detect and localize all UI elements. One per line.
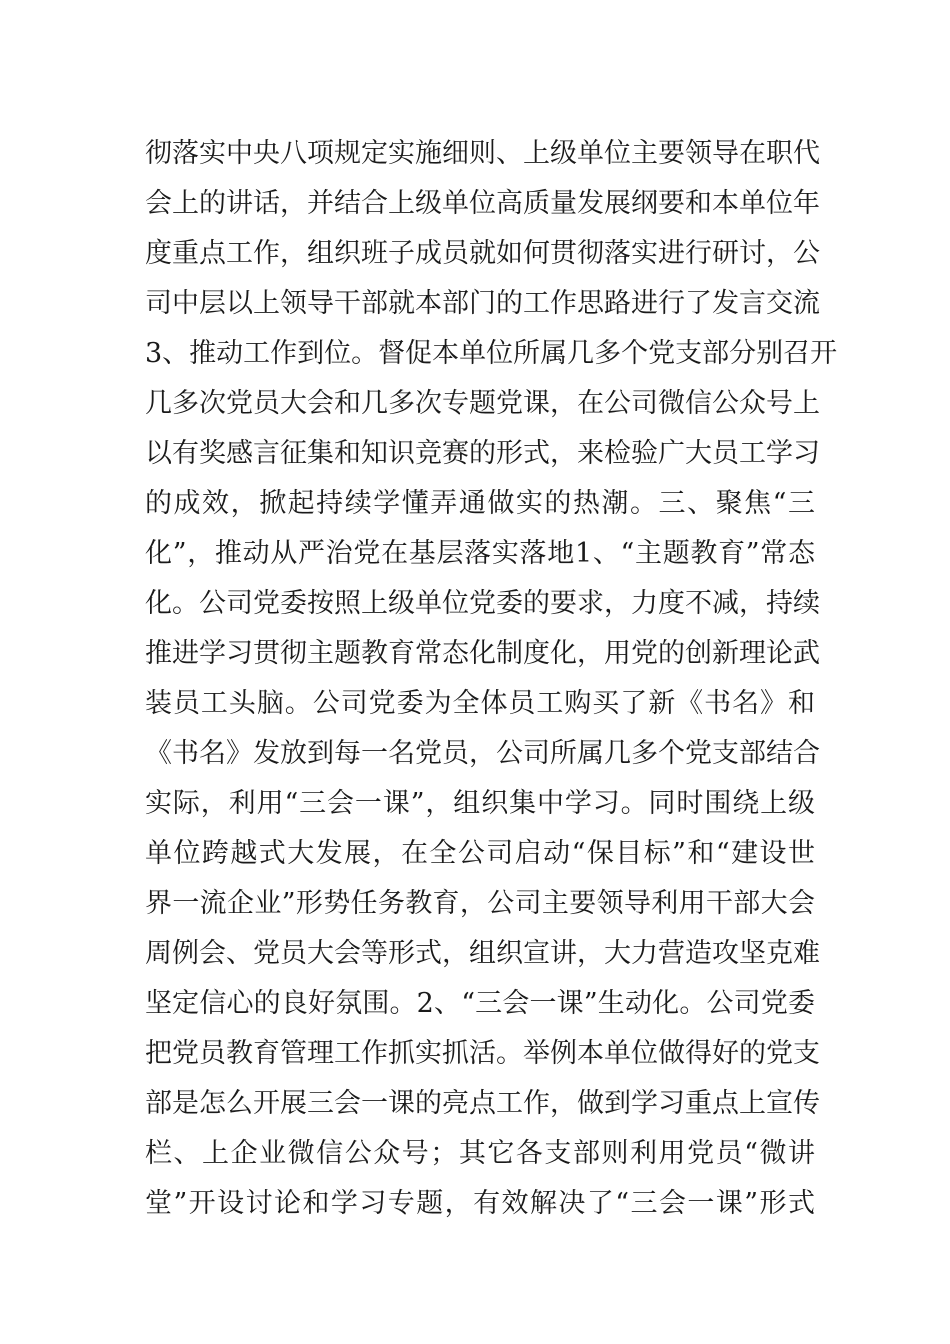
text-line: 装员工头脑。公司党委为全体员工购买了新《书名》和	[145, 688, 815, 719]
text-line: 坚定信心的良好氛围。2、“三会一课”生动化。公司党委	[145, 988, 815, 1019]
text-line: 几多次党员大会和几多次专题党课，在公司微信公众号上	[145, 388, 820, 419]
text-line: 部是怎么开展三会一课的亮点工作，做到学习重点上宣传	[145, 1088, 820, 1119]
text-line: 把党员教育管理工作抓实抓活。举例本单位做得好的党支	[145, 1038, 820, 1069]
text-line: 单位跨越式大发展，在全公司启动“保目标”和“建设世	[145, 838, 815, 869]
text-line: 化”，推动从严治党在基层落实落地1、“主题教育”常态	[145, 538, 815, 569]
text-line: 度重点工作，组织班子成员就如何贯彻落实进行研讨，公	[145, 238, 820, 269]
text-line: 堂”开设讨论和学习专题，有效解决了“三会一课”形式	[145, 1188, 815, 1219]
text-line: 会上的讲话，并结合上级单位高质量发展纲要和本单位年	[145, 188, 820, 219]
text-line: 3、推动工作到位。督促本单位所属几多个党支部分别召开	[145, 338, 838, 369]
text-line: 彻落实中央八项规定实施细则、上级单位主要领导在职代	[145, 138, 820, 169]
text-line: 《书名》发放到每一名党员，公司所属几多个党支部结合	[145, 738, 820, 769]
text-line: 以有奖感言征集和知识竞赛的形式，来检验广大员工学习	[145, 438, 820, 469]
text-line: 推进学习贯彻主题教育常态化制度化，用党的创新理论武	[145, 638, 820, 669]
text-line: 实际，利用“三会一课”，组织集中学习。同时围绕上级	[145, 788, 815, 819]
text-line: 栏、上企业微信公众号；其它各支部则利用党员“微讲	[145, 1138, 815, 1169]
text-line: 周例会、党员大会等形式，组织宣讲，大力营造攻坚克难	[145, 938, 820, 969]
text-line: 界一流企业”形势任务教育，公司主要领导利用干部大会	[145, 888, 815, 919]
text-line: 的成效，掀起持续学懂弄通做实的热潮。三、聚焦“三	[145, 488, 815, 519]
text-line: 司中层以上领导干部就本部门的工作思路进行了发言交流	[145, 288, 820, 319]
text-line: 化。公司党委按照上级单位党委的要求，力度不减，持续	[145, 588, 820, 619]
body-text	[145, 131, 838, 1231]
